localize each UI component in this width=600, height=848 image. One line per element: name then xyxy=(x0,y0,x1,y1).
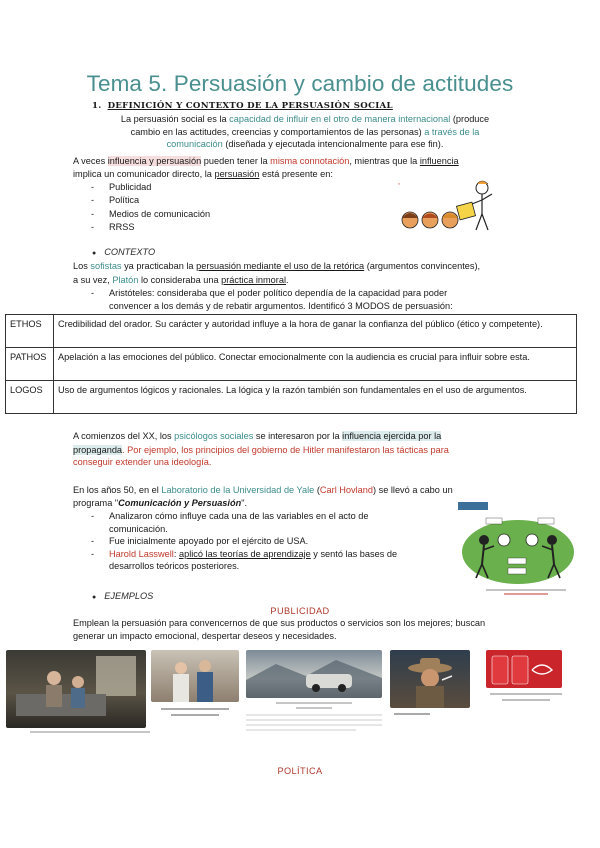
propaganda-paragraph: A comienzos del XX, los psicólogos sociales se interesaron por la influencia ejercida por la propaganda. Por ejemplo, los principios del gobierno de Hitler manifestaron las tácticas para conseguir extender una ideología. xyxy=(73,431,449,468)
list-item: - Harold Lasswell: aplicó las teorías de aprendizaje y sentó las bases de desarrollos teóricos posteriores. xyxy=(91,548,421,573)
ad-caption-box xyxy=(151,704,239,720)
ad-image-cowboy xyxy=(390,650,470,708)
ad-image-soda xyxy=(486,650,562,688)
section-label: DEFINICIÓN Y CONTEXTO DE LA PERSUASIÓN SOCIAL xyxy=(107,101,393,111)
presence-list xyxy=(91,181,210,235)
persuasion-modes-table xyxy=(5,314,577,414)
context-paragraph: Los sofistas ya practicaban la persuasión mediante el uso de la retórica (argumentos convincentes), a su vez, Platón lo consideraba una práctica inmoral. xyxy=(73,261,481,285)
svg-text:≈: ≈ xyxy=(398,181,401,186)
definition-paragraph: La persuasión social es la capacidad de influir en el otro de manera internacional (produce cambio en las actitudes, creencias y comportamientos de las personas) a través de la comunicación (diseñada y ejecutada intencionalmente para ese fin). xyxy=(120,114,490,150)
table-row xyxy=(6,348,577,381)
yale-list xyxy=(91,510,421,573)
mode-key: ETHOS xyxy=(6,315,54,348)
table-row xyxy=(6,381,577,414)
list-item: - Política xyxy=(91,194,210,207)
influence-paragraph: A veces influencia y persuasión pueden tener la misma connotación, mientras que la influencia implica un comunicador directo, la persuasión está presente en: xyxy=(73,156,459,179)
mode-desc: Credibilidad del orador. Su carácter y autoridad influye a la hora de ganar la confianza del público (ético y competente). xyxy=(54,315,577,348)
publicidad-paragraph: Emplean la persuasión para convencernos de que sus productos o servicios son los mejores; buscan generar un impacto emocional, despertar deseos y necesidades. xyxy=(73,618,486,641)
ad-image-car xyxy=(246,650,382,698)
yale-paragraph: En los años 50, en el Laboratorio de la Universidad de Yale (Carl Hovland) se llevó a cabo un programa "Comunicación y Persuasión". xyxy=(73,485,453,508)
persuasion-illustration xyxy=(396,178,506,240)
car-ad-text-lines xyxy=(246,700,382,736)
ad-caption-lines xyxy=(151,704,239,720)
soda-caption-lines xyxy=(488,690,564,704)
ad-image-living-room xyxy=(6,650,146,728)
section-heading xyxy=(92,100,393,113)
mode-desc: Uso de argumentos lógicos y racionales. La lógica y la razón también son fundamentales en el uso de argumentos. xyxy=(54,381,577,414)
communication-diagram xyxy=(456,500,578,598)
politica-heading: POLÍTICA xyxy=(277,766,323,776)
ad-scene xyxy=(486,650,562,688)
list-item: - Aristóteles: consideraba que el poder político dependía de la capacidad para poder convencer a los demás y de rebatir argumentos. Identificó 3 MODOS de persuasión: xyxy=(91,287,561,312)
mode-desc: Apelación a las emociones del público. Conectar emocionalmente con la audiencia es crucial para influir sobre esta. xyxy=(54,348,577,381)
cowboy-caption-line xyxy=(394,711,434,717)
bullet-ejemplos: ● EJEMPLOS xyxy=(92,590,153,605)
publicidad-heading: PUBLICIDAD xyxy=(270,606,330,616)
page-title: Tema 5. Persuasión y cambio de actitudes xyxy=(86,71,514,96)
section-number: 1. xyxy=(92,101,102,111)
list-item: - Publicidad xyxy=(91,181,210,194)
ad-scene xyxy=(6,650,146,728)
ad-scene xyxy=(390,650,470,708)
table-row xyxy=(6,315,577,348)
ad-scene xyxy=(151,650,239,702)
list-item: - Analizaron cómo influye cada una de las variables en el acto de comunicación. xyxy=(91,510,421,535)
list-item: - Fue inicialmente apoyado por el ejército de USA. xyxy=(91,535,421,548)
ad-scene xyxy=(246,650,382,698)
bullet-contexto: ● CONTEXTO xyxy=(92,246,155,261)
ad-image-crowd xyxy=(151,650,239,702)
list-item: - RRSS xyxy=(91,221,210,234)
list-item: - Medios de comunicación xyxy=(91,208,210,221)
mode-key: PATHOS xyxy=(6,348,54,381)
mode-key: LOGOS xyxy=(6,381,54,414)
living-room-caption-line xyxy=(30,729,170,735)
aristoteles-list xyxy=(91,287,561,312)
